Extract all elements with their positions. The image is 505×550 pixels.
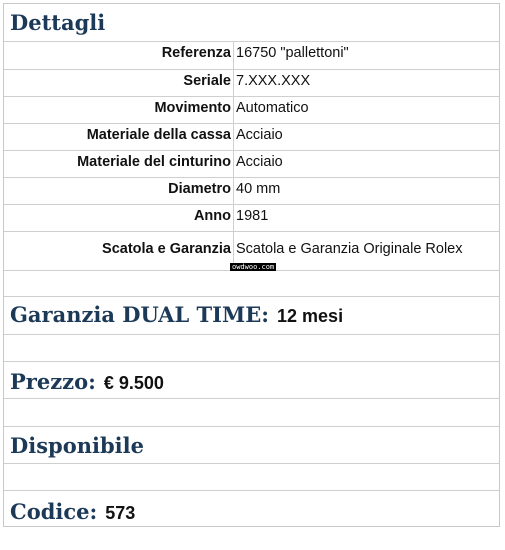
spacer-row bbox=[4, 271, 499, 297]
detail-value: Automatico bbox=[236, 100, 309, 116]
detail-row-cinturino bbox=[4, 151, 499, 178]
detail-value: 40 mm bbox=[236, 181, 281, 197]
spacer-row bbox=[4, 399, 499, 427]
details-header bbox=[4, 4, 499, 42]
detail-row-cassa bbox=[4, 124, 499, 151]
detail-row-movimento bbox=[4, 97, 499, 124]
detail-row-anno bbox=[4, 205, 499, 232]
spacer-row bbox=[4, 335, 499, 362]
detail-value: 1981 bbox=[236, 208, 269, 224]
detail-value: Scatola e Garanzia Originale Rolex bbox=[236, 241, 463, 257]
code-heading bbox=[10, 499, 135, 524]
price-row bbox=[4, 362, 499, 399]
detail-value: Acciaio bbox=[236, 127, 283, 143]
detail-label: Materiale del cinturino bbox=[4, 151, 234, 177]
price-value: € 9.500 bbox=[103, 373, 164, 393]
code-label: Codice: bbox=[10, 499, 98, 524]
detail-value: Acciaio bbox=[236, 154, 283, 170]
watermark-label: owdwoo.com bbox=[232, 263, 275, 271]
code-row bbox=[4, 491, 499, 528]
detail-value: 16750 "pallettoni" bbox=[236, 45, 349, 61]
detail-label: Materiale della cassa bbox=[4, 124, 234, 150]
code-value: 573 bbox=[105, 503, 136, 523]
availability-row bbox=[4, 427, 499, 464]
warranty-row bbox=[4, 297, 499, 335]
warranty-label: Garanzia DUAL TIME: bbox=[10, 302, 270, 327]
availability-label: Disponibile bbox=[10, 433, 144, 458]
price-label: Prezzo: bbox=[10, 369, 96, 394]
price-heading bbox=[10, 369, 164, 394]
detail-label: Scatola e Garanzia bbox=[4, 232, 234, 270]
detail-label: Referenza bbox=[4, 42, 234, 69]
warranty-value: 12 mesi bbox=[277, 306, 344, 326]
warranty-heading bbox=[10, 302, 343, 327]
detail-row-diametro bbox=[4, 178, 499, 205]
detail-value: 7.XXX.XXX bbox=[236, 73, 311, 89]
details-title: Dettagli bbox=[10, 10, 106, 35]
detail-label: Movimento bbox=[4, 97, 234, 123]
detail-label: Anno bbox=[4, 205, 234, 231]
spacer-row bbox=[4, 464, 499, 491]
detail-row-referenza bbox=[4, 42, 499, 70]
detail-label: Seriale bbox=[4, 70, 234, 96]
detail-row-seriale bbox=[4, 70, 499, 97]
detail-label: Diametro bbox=[4, 178, 234, 204]
